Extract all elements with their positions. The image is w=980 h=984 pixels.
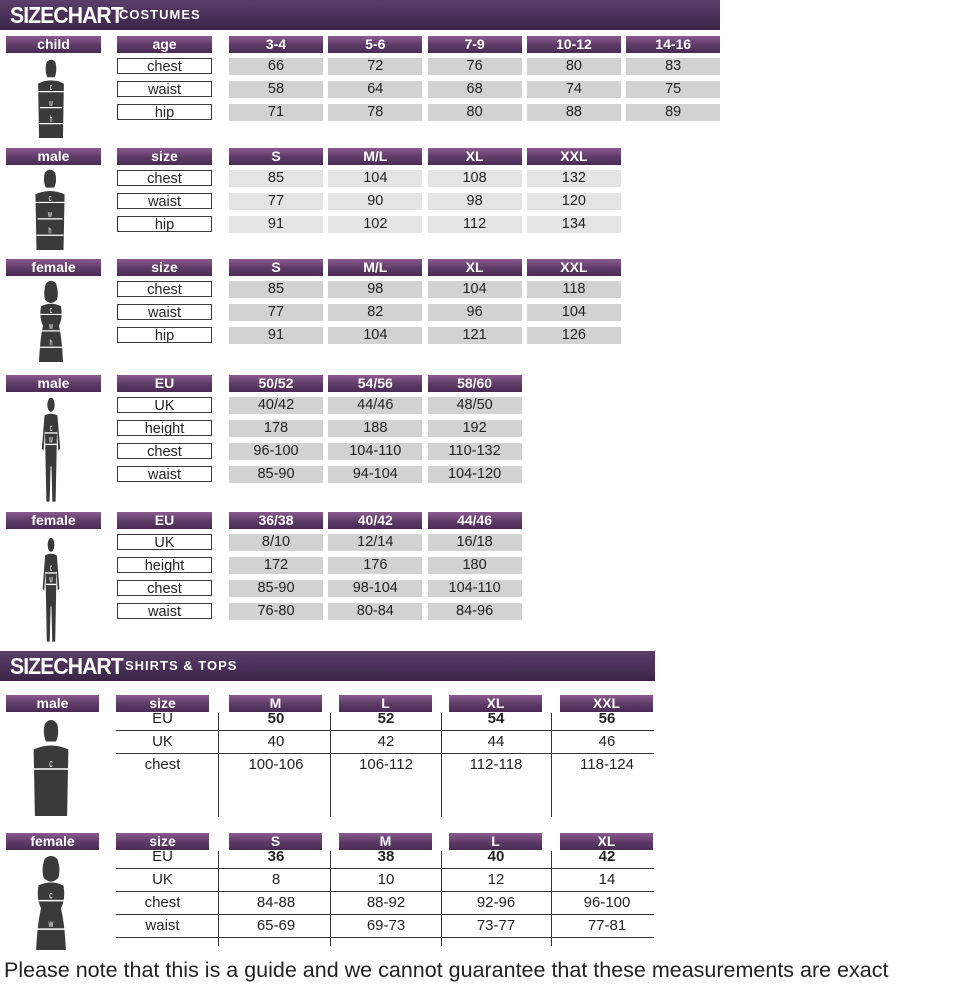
male-size-header: S — [229, 148, 323, 165]
costumes_banner-banner — [0, 0, 720, 30]
shirts-row-label: EU — [152, 710, 173, 727]
child-size-header: 14-16 — [626, 36, 720, 53]
child-row-label: waist — [117, 81, 212, 97]
shirts-measurement-cell: 69-73 — [366, 917, 406, 934]
measurement-cell: 12/14 — [328, 534, 422, 551]
measurement-cell: 66 — [229, 58, 323, 75]
female_eu-size-header: 36/38 — [229, 512, 323, 529]
male-eu-silhouette-icon — [28, 396, 74, 506]
measurement-cell: 16/18 — [428, 534, 522, 551]
shirts-male-silhouette-icon — [20, 718, 82, 816]
male_eu-size-header: 50/52 — [229, 375, 323, 392]
row-divider — [116, 753, 654, 754]
female-row-label: hip — [117, 327, 212, 343]
measurement-cell: 192 — [428, 420, 522, 437]
measurement-cell: 40/42 — [229, 397, 323, 414]
shirts-female-silhouette-icon — [20, 855, 82, 950]
measurement-cell: 126 — [527, 327, 621, 344]
measurement-cell: 76-80 — [229, 603, 323, 620]
female-row-label: chest — [117, 281, 212, 297]
shirts-measurement-cell: 12 — [487, 871, 505, 888]
measurement-cell: 91 — [229, 327, 323, 344]
female-key-header: size — [117, 259, 212, 276]
measurement-cell: 77 — [229, 193, 323, 210]
female_eu-key-header: EU — [117, 512, 212, 529]
shirts-size-header: M — [229, 695, 322, 712]
female-eu-silhouette-icon — [30, 536, 72, 646]
child-size-header: 3-4 — [229, 36, 323, 53]
measurement-cell: 104-110 — [428, 580, 522, 597]
shirts-size-header: M — [339, 833, 432, 850]
male-key-header: size — [117, 148, 212, 165]
measurement-cell: 75 — [626, 81, 720, 98]
shirts-measurement-cell: 10 — [377, 871, 395, 888]
shirts-measurement-cell: 40 — [487, 848, 505, 865]
shirts-row-label: EU — [152, 848, 173, 865]
measurement-cell: 80 — [527, 58, 621, 75]
female_eu-row-label: chest — [117, 580, 212, 596]
shirts-measurement-cell: 118-124 — [580, 756, 634, 773]
row-divider — [116, 937, 654, 938]
shirts-female-key-header: size — [116, 833, 209, 850]
measurement-cell: 64 — [328, 81, 422, 98]
female_eu-size-header: 40/42 — [328, 512, 422, 529]
column-divider — [441, 851, 442, 946]
shirts-size-header: L — [339, 695, 432, 712]
female_eu-row-label: height — [117, 557, 212, 573]
svg-text:h: h — [49, 114, 53, 125]
measurement-cell: 91 — [229, 216, 323, 233]
shirts_banner-banner — [0, 651, 655, 681]
male_eu-size-header: 54/56 — [328, 375, 422, 392]
shirts-row-label: UK — [152, 871, 173, 888]
measurement-cell: 104 — [527, 304, 621, 321]
child-group-header: child — [6, 36, 101, 53]
svg-text:c: c — [49, 757, 53, 770]
measurement-cell: 58 — [229, 81, 323, 98]
measurement-cell: 104-110 — [328, 443, 422, 460]
male_eu-row-label: waist — [117, 466, 212, 482]
measurement-cell: 80 — [428, 104, 522, 121]
female-size-header: M/L — [328, 259, 422, 276]
female_eu-row-label: waist — [117, 603, 212, 619]
measurement-cell: 8/10 — [229, 534, 323, 551]
shirts-row-label: chest — [144, 756, 181, 773]
shirts-size-header: S — [229, 833, 322, 850]
shirts-row-label: UK — [152, 733, 173, 750]
male_eu-key-header: EU — [117, 375, 212, 392]
svg-text:c: c — [49, 422, 53, 434]
measurement-cell: 104 — [328, 327, 422, 344]
measurement-cell: 134 — [527, 216, 621, 233]
measurement-cell: 71 — [229, 104, 323, 121]
shirts-size-header: XL — [449, 695, 542, 712]
svg-text:w: w — [49, 573, 53, 586]
svg-text:c: c — [49, 562, 53, 574]
row-divider — [116, 868, 654, 869]
shirts-measurement-cell: 65-69 — [256, 917, 296, 934]
shirts-measurement-cell: 56 — [598, 710, 616, 727]
measurement-cell: 98 — [428, 193, 522, 210]
shirts-measurement-cell: 77-81 — [587, 917, 627, 934]
measurement-cell: 98 — [328, 281, 422, 298]
female-size-header: XL — [428, 259, 522, 276]
measurement-cell: 108 — [428, 170, 522, 187]
measurement-cell: 104-120 — [428, 466, 522, 483]
measurement-cell: 72 — [328, 58, 422, 75]
male-silhouette-icon — [24, 168, 76, 250]
measurement-cell: 96 — [428, 304, 522, 321]
measurement-cell: 77 — [229, 304, 323, 321]
child-silhouette-icon — [28, 58, 74, 138]
measurement-cell: 110-132 — [428, 443, 522, 460]
child-key-header: age — [117, 36, 212, 53]
measurement-cell: 44/46 — [328, 397, 422, 414]
shirts-measurement-cell: 46 — [598, 733, 616, 750]
measurement-cell: 74 — [527, 81, 621, 98]
measurement-cell: 76 — [428, 58, 522, 75]
measurement-cell: 180 — [428, 557, 522, 574]
measurement-cell: 82 — [328, 304, 422, 321]
svg-text:w: w — [49, 98, 53, 109]
measurement-cell: 172 — [229, 557, 323, 574]
male-size-header: XL — [428, 148, 522, 165]
shirts-measurement-cell: 42 — [598, 848, 616, 865]
male_eu-row-label: height — [117, 420, 212, 436]
shirts-row-label: chest — [144, 894, 181, 911]
column-divider — [441, 713, 442, 817]
female-row-label: waist — [117, 304, 212, 320]
shirts-measurement-cell: 96-100 — [583, 894, 631, 911]
male_eu-row-label: UK — [117, 397, 212, 413]
measurement-cell: 89 — [626, 104, 720, 121]
svg-text:w: w — [47, 208, 53, 220]
shirts-female-group-header: female — [6, 833, 99, 850]
child-row-label: hip — [117, 104, 212, 120]
column-divider — [551, 851, 552, 946]
measurement-cell: 85-90 — [229, 466, 323, 483]
measurement-cell: 98-104 — [328, 580, 422, 597]
svg-text:w: w — [49, 320, 53, 332]
shirts-measurement-cell: 92-96 — [476, 894, 516, 911]
child-size-header: 7-9 — [428, 36, 522, 53]
svg-text:h: h — [49, 337, 53, 349]
svg-text:c: c — [48, 192, 52, 204]
male-row-label: waist — [117, 193, 212, 209]
svg-text:w: w — [48, 917, 54, 930]
column-divider — [218, 713, 219, 817]
measurement-cell: 102 — [328, 216, 422, 233]
measurement-cell: 85 — [229, 170, 323, 187]
shirts-measurement-cell: 100-106 — [248, 756, 304, 773]
measurement-cell: 120 — [527, 193, 621, 210]
banner-title: SIZECHART — [10, 2, 123, 28]
measurement-cell: 94-104 — [328, 466, 422, 483]
male-row-label: hip — [117, 216, 212, 232]
shirts-measurement-cell: 106-112 — [359, 756, 413, 773]
shirts-size-header: XL — [560, 833, 653, 850]
banner-subtitle: COSTUMES — [119, 7, 201, 22]
measurement-cell: 83 — [626, 58, 720, 75]
male-group-header: male — [6, 148, 101, 165]
shirts-measurement-cell: 84-88 — [256, 894, 296, 911]
column-divider — [551, 713, 552, 817]
shirts-measurement-cell: 44 — [487, 733, 505, 750]
measurement-cell: 188 — [328, 420, 422, 437]
measurement-cell: 121 — [428, 327, 522, 344]
measurement-cell: 84-96 — [428, 603, 522, 620]
svg-text:w: w — [49, 433, 53, 446]
shirts-row-label: waist — [145, 917, 180, 934]
column-divider — [330, 713, 331, 817]
measurement-cell: 176 — [328, 557, 422, 574]
female-group-header: female — [6, 259, 101, 276]
row-divider — [116, 730, 654, 731]
male-row-label: chest — [117, 170, 212, 186]
column-divider — [330, 851, 331, 946]
row-divider — [116, 914, 654, 915]
shirts-male-group-header: male — [6, 695, 99, 712]
male-size-header: M/L — [328, 148, 422, 165]
measurement-cell: 85-90 — [229, 580, 323, 597]
shirts-measurement-cell: 52 — [377, 710, 395, 727]
measurement-cell: 132 — [527, 170, 621, 187]
banner-title: SIZECHART — [10, 653, 123, 679]
measurement-cell: 90 — [328, 193, 422, 210]
svg-text:c: c — [49, 304, 53, 316]
male-size-header: XXL — [527, 148, 621, 165]
measurement-cell: 104 — [428, 281, 522, 298]
female-size-header: XXL — [527, 259, 621, 276]
female-silhouette-icon — [26, 280, 76, 362]
shirts-size-header: XXL — [560, 695, 653, 712]
svg-text:c: c — [49, 889, 53, 902]
shirts-measurement-cell: 73-77 — [476, 917, 516, 934]
shirts-measurement-cell: 42 — [377, 733, 395, 750]
shirts-measurement-cell: 38 — [377, 848, 395, 865]
male_eu-size-header: 58/60 — [428, 375, 522, 392]
measurement-cell: 88 — [527, 104, 621, 121]
shirts-measurement-cell: 8 — [271, 871, 281, 888]
column-divider — [218, 851, 219, 946]
shirts-measurement-cell: 88-92 — [366, 894, 406, 911]
shirts-measurement-cell: 112-118 — [469, 756, 523, 773]
shirts-measurement-cell: 36 — [267, 848, 285, 865]
female_eu-row-label: UK — [117, 534, 212, 550]
measurement-cell: 96-100 — [229, 443, 323, 460]
measurement-cell: 178 — [229, 420, 323, 437]
shirts-male-key-header: size — [116, 695, 209, 712]
child-size-header: 10-12 — [527, 36, 621, 53]
female_eu-size-header: 44/46 — [428, 512, 522, 529]
row-divider — [116, 891, 654, 892]
female_eu-group-header: female — [6, 512, 101, 529]
child-size-header: 5-6 — [328, 36, 422, 53]
measurement-cell: 118 — [527, 281, 621, 298]
svg-text:c: c — [49, 82, 53, 93]
female-size-header: S — [229, 259, 323, 276]
measurement-cell: 48/50 — [428, 397, 522, 414]
measurement-cell: 104 — [328, 170, 422, 187]
measurement-cell: 78 — [328, 104, 422, 121]
male_eu-row-label: chest — [117, 443, 212, 459]
male_eu-group-header: male — [6, 375, 101, 392]
shirts-size-header: L — [449, 833, 542, 850]
banner-subtitle: SHIRTS & TOPS — [125, 658, 238, 673]
shirts-measurement-cell: 40 — [267, 733, 285, 750]
svg-text:h: h — [48, 225, 52, 236]
shirts-measurement-cell: 54 — [487, 710, 505, 727]
shirts-measurement-cell: 50 — [267, 710, 285, 727]
child-row-label: chest — [117, 58, 212, 74]
measurement-cell: 112 — [428, 216, 522, 233]
measurement-cell: 80-84 — [328, 603, 422, 620]
disclaimer-note: Please note that this is a guide and we cannot guarantee that these measurements are exact — [4, 958, 889, 982]
measurement-cell: 85 — [229, 281, 323, 298]
measurement-cell: 68 — [428, 81, 522, 98]
shirts-measurement-cell: 14 — [598, 871, 616, 888]
